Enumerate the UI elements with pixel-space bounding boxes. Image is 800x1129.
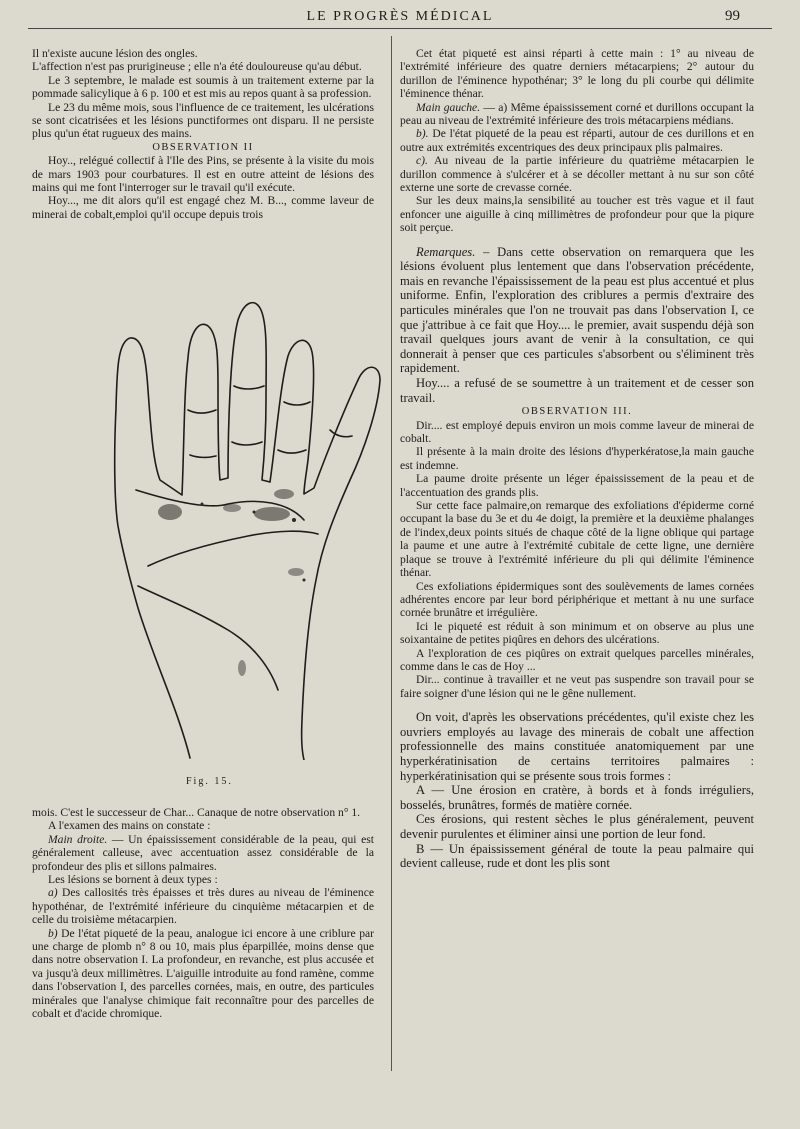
paragraph: Dir... continue à travailler et ne veut pas suspendre son travail pour se faire soigner d'une lésion qui ne le gêne nullement. xyxy=(400,673,754,700)
paragraph: Ici le piqueté est réduit à son minimum et on observe au plus une soixantaine de petites piqûres en dehors des ulcérations. xyxy=(400,619,754,647)
hand-figure xyxy=(108,290,388,760)
paragraph: A l'examen des mains on constate : xyxy=(48,819,211,833)
left-column-top xyxy=(32,47,374,221)
paragraph: B — Un épaississement général de toute la peau palmaire qui devient calleuse, rude et dont les plis sont xyxy=(400,841,754,871)
paragraph: b). De l'état piqueté de la peau est réparti, autour de ces durillons et en outre aux extrémités excentriques des deux principaux plis palmaires. xyxy=(400,127,754,154)
right-column xyxy=(400,47,754,871)
lesion-marks xyxy=(158,489,306,676)
running-head: LE PROGRÈS MÉDICAL xyxy=(306,9,494,24)
remarks-section xyxy=(400,245,754,406)
paragraph: Hoy.., relégué collectif à l'Ile des Pins, se présente à la visite du mois de mars 1903 pour courbatures. Il est en outre atteint de lésions des mains qui me font l'interroger sur le travail qu'il exécute. xyxy=(32,154,374,195)
paragraph: A — Une érosion en cratère, à bords et à fonds irréguliers, bosselés, brunâtres, formés de matière cornée. xyxy=(400,783,754,812)
conclusion-section xyxy=(400,710,754,871)
finger-crease xyxy=(232,442,262,445)
paragraph: Il présente à la main droite des lésions d'hyperkératose,la main gauche est indemne. xyxy=(400,445,754,472)
page-number: 99 xyxy=(725,8,740,24)
paragraph: mois. C'est le successeur de Char... Canaque de notre observation n° 1. xyxy=(32,806,361,819)
paragraph: La paume droite présente un léger épaississement de la peau et de l'accentuation des grands plis. xyxy=(400,472,754,499)
paragraph: Main droite. — Un épaississement considérable de la peau, qui est généralement calleuse, avec accentuation assez considérable de la profondeur des plis et sillons palmaires. xyxy=(32,832,374,873)
paragraph: Remarques. – Dans cette observation on remarquera que les lésions évoluent plus lentement que dans l'observation précédente, mais en revanche l'épaississement de la peau est plus accentué et plus uniforme. Enfin, l'exploration des criblures a permis d'extraire des particules minérales que l'on ne trouvait pas dans l'observation I, ce que j'attribue à ce fait que Hoy.... le premier, avait suspendu déjà son travail quelques jours avant de venir à la consultation, ce qui donnerait à penser que ces particules s'absorbent ou s'éliminent très rapidement. xyxy=(400,244,754,376)
figure-caption: Fig. 15. xyxy=(186,776,233,787)
finger-crease xyxy=(188,410,216,413)
finger-crease xyxy=(234,386,264,389)
finger-crease xyxy=(190,455,216,457)
paragraph: Sur cette face palmaire,on remarque des exfoliations d'épiderme corné occupant la base du 3e et du 4e doigt, la première et la deuxième phalanges de l'index,deux points situés de chaque côté de la ligne oblique qui partage la paume et une autre à l'extrémité cubitale de cette ligne, une dernière plaque se trouve à l'extrémité inférieure du pli qui délimite l'éminence thénar. xyxy=(400,499,754,580)
hand-drawing xyxy=(108,290,388,760)
observation-heading: OBSERVATION II xyxy=(152,141,254,153)
paragraph: Ces érosions, qui restent sèches le plus généralement, peuvent devenir purulentes et éliminer ainsi une portion de leur fond. xyxy=(400,812,754,841)
paragraph: Il n'existe aucune lésion des ongles. xyxy=(32,47,198,60)
paragraph: Dir.... est employé depuis environ un mois comme laveur de minerai de cobalt. xyxy=(400,418,754,446)
observation-heading: OBSERVATION III. xyxy=(521,406,633,418)
paragraph: a) Des callosités très épaisses et très dures au niveau de l'éminence hypothénar, de l'extrémité inférieure du cinquième métacarpien et de celle du troisième métacarpien. xyxy=(32,886,374,927)
hand-outline xyxy=(115,303,380,760)
header-rule xyxy=(28,28,772,29)
paragraph: L'affection n'est pas prurigineuse ; elle n'a été douloureuse qu'au début. xyxy=(32,60,362,74)
paragraph: Main gauche. — a) Même épaississement corné et durillons occupant la peau au niveau de l'extrémité inférieure des trois métacarpiens médians. xyxy=(400,100,755,128)
paragraph: Le 3 septembre, le malade est soumis à un traitement externe par la pommade salicylique à 6 p. 100 et est mis au repos quant à sa profession. xyxy=(32,73,374,101)
palm-crease xyxy=(148,531,318,566)
paragraph: Les lésions se bornent à deux types : xyxy=(48,873,218,887)
paragraph: Cet état piqueté est ainsi réparti à cette main : 1° au niveau de l'extrémité inférieure des quatre derniers métacarpiens; 2° autour du durillon de l'éminence hypothénar; 3° le long du pli courbe qui délimite l'éminence thénar. xyxy=(400,47,754,101)
finger-crease xyxy=(278,450,306,453)
left-column-bottom xyxy=(32,806,374,1021)
paragraph: c). Au niveau de la partie inférieure du quatrième métacarpien le durillon commence à s'ulcérer et à se décoller mettant à nu sur son côté externe une sorte de crevasse cornée. xyxy=(400,154,754,195)
column-divider xyxy=(391,36,392,1071)
paragraph: Le 23 du même mois, sous l'influence de ce traitement, les ulcérations se sont cicatrisées et les lésions punctiformes ont disparu. Il ne persiste plus qu'un état rugueux des mains. xyxy=(32,100,374,141)
paragraph: A l'exploration de ces piqûres on extrait quelques parcelles minérales, comme dans le cas de Hoy ... xyxy=(400,646,754,673)
finger-crease xyxy=(284,402,310,405)
palm-crease xyxy=(138,586,278,690)
paragraph: On voit, d'après les observations précédentes, qu'il existe chez les ouvriers employés au lavage des minerais de cobalt une affection professionnelle des mains constituée anatomiquement par une hyperkératinisation de certains territoires palmaires : hyperkératinisation qui se présente sous trois formes : xyxy=(400,710,754,783)
paragraph: Ces exfoliations épidermiques sont des soulèvements de lames cornées adhérentes encore par leur bord périphérique et mettant à nu une surface cornée brunâtre et irrégulière. xyxy=(400,579,754,620)
page-header xyxy=(0,0,800,30)
paragraph: Hoy.... a refusé de se soumettre à un traitement et de cesser son travail. xyxy=(400,376,754,405)
paragraph: b) De l'état piqueté de la peau, analogue ici encore à une criblure par une charge de plomb n° 8 ou 10, mais plus éparpillée, moins dense que dans notre observation I. La profondeur, en revanche, est plus accusée et va jusqu'à deux millimètres. L'aiguille introduite au fond ramène, comme dans l'observation I, des parcelles cornées, mais, en outre, des particules minérales que l'analyse chimique fait reconnaître pour des parcelles de cobalt et d'acide chromique. xyxy=(32,926,374,1021)
paragraph: Hoy..., me dit alors qu'il est engagé chez M. B..., comme laveur de minerai de cobalt,emploi qu'il occupe depuis trois xyxy=(32,194,374,221)
paragraph: Sur les deux mains,la sensibilité au toucher est très vague et il faut enfoncer une aiguille à cinq millimètres de profondeur pour que la piqure soit perçue. xyxy=(400,194,754,235)
